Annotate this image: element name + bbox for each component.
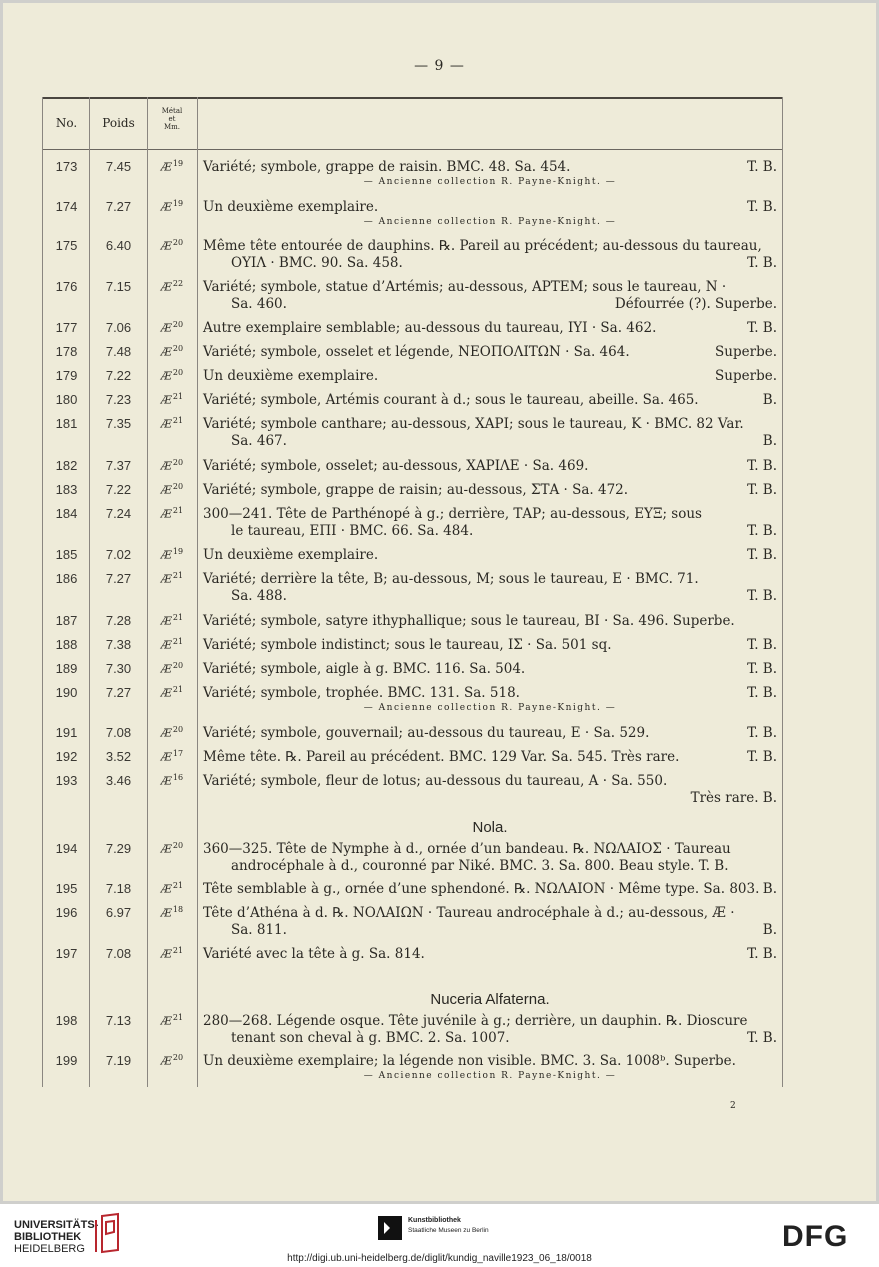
entry-number: 184 bbox=[55, 506, 78, 521]
entry-weight: 7.37 bbox=[105, 458, 132, 473]
description-line: B. Sa. 811. bbox=[231, 922, 777, 938]
entry-metal: $Æ^{19}$ bbox=[160, 547, 184, 562]
description-line: Tête d’Athéna à d. ℞. ΝΟΛΑΙΩΝ · Taureau androcéphale à d.; au-dessous, Æ · bbox=[203, 905, 735, 921]
description-line: T. B. Même tête. ℞. Pareil au précédent. BMC. 129 Var. Sa. 545. Très rare. bbox=[203, 749, 777, 765]
entry-grade: T. B. bbox=[747, 588, 777, 604]
entry-description bbox=[203, 685, 777, 702]
entry-number: 197 bbox=[55, 946, 78, 961]
column-rule bbox=[42, 97, 43, 1087]
entry-metal: $Æ^{20}$ bbox=[160, 344, 184, 359]
kb-line-1: Kunstbibliothek bbox=[408, 1217, 461, 1224]
entry-description bbox=[203, 238, 777, 272]
entry-grade: T. B. bbox=[747, 661, 777, 677]
entry-grade: T. B. bbox=[747, 685, 777, 701]
entry-description bbox=[203, 725, 777, 742]
entry-grade: B. bbox=[762, 881, 777, 897]
description-line: Variété; symbole, fleur de lotus; au-dessous du taureau, Α · Sa. 550. bbox=[203, 773, 668, 789]
entry-number: 193 bbox=[55, 773, 78, 788]
entry-weight: 7.08 bbox=[105, 725, 132, 740]
heidelberg-logo-icon bbox=[92, 1212, 122, 1256]
entry-grade: T. B. bbox=[747, 547, 777, 563]
entry-weight: 6.97 bbox=[105, 905, 132, 920]
provenance-note: — Ancienne collection R. Payne-Knight. — bbox=[363, 703, 617, 713]
entry-weight: 7.28 bbox=[105, 613, 132, 628]
entry-weight: 7.22 bbox=[105, 368, 132, 383]
entry-description bbox=[203, 773, 777, 807]
entry-weight: 7.23 bbox=[105, 392, 132, 407]
description-line: 360—325. Tête de Nymphe à d., ornée d’un bandeau. ℞. ΝΩΛΑΙΟΣ · Taureau bbox=[203, 841, 731, 857]
entry-metal: $Æ^{21}$ bbox=[160, 416, 184, 431]
entry-weight: 7.06 bbox=[105, 320, 132, 335]
uni-line-3: HEIDELBERG bbox=[14, 1243, 85, 1255]
entry-weight: 7.15 bbox=[105, 279, 132, 294]
entry-description bbox=[203, 571, 777, 605]
description-line: T. B. ΟΥΙΛ · BMC. 90. Sa. 458. bbox=[231, 255, 777, 271]
entry-description bbox=[203, 279, 777, 313]
description-line: T. B. le taureau, ΕΠΙ · BMC. 66. Sa. 484. bbox=[231, 523, 777, 539]
entry-number: 185 bbox=[55, 547, 78, 562]
column-rule bbox=[147, 97, 148, 1087]
entry-metal: $Æ^{16}$ bbox=[160, 773, 184, 788]
entry-grade: T. B. bbox=[747, 946, 777, 962]
entry-weight: 7.08 bbox=[105, 946, 132, 961]
entry-description bbox=[203, 368, 777, 385]
dfg-logo: DFG bbox=[782, 1220, 849, 1253]
entry-number: 194 bbox=[55, 841, 78, 856]
entry-description bbox=[203, 881, 777, 898]
entry-metal: $Æ^{21}$ bbox=[160, 392, 184, 407]
header-poids: Poids bbox=[102, 116, 135, 130]
entry-number: 188 bbox=[55, 637, 78, 652]
description-line: Variété; derrière la tête, Β; au-dessous, Μ; sous le taureau, Ε · BMC. 71. bbox=[203, 571, 699, 587]
entry-metal: $Æ^{18}$ bbox=[160, 905, 184, 920]
header-metal-l1: Métal bbox=[161, 107, 183, 115]
description-line: 300—241. Tête de Parthénopé à g.; derrière, ΤΑΡ; au-dessous, ΕΥΞ; sous bbox=[203, 506, 702, 522]
entry-description bbox=[203, 392, 777, 409]
entry-metal: $Æ^{21}$ bbox=[160, 637, 184, 652]
description-line: T. B. Un deuxième exemplaire. bbox=[203, 547, 777, 563]
entry-description bbox=[203, 482, 777, 499]
entry-grade: T. B. bbox=[747, 523, 777, 539]
entry-weight: 7.48 bbox=[105, 344, 132, 359]
description-line: B. Variété; symbole, Artémis courant à d.; sous le taureau, abeille. Sa. 465. bbox=[203, 392, 777, 408]
entry-grade: T. B. bbox=[747, 255, 777, 271]
entry-number: 196 bbox=[55, 905, 78, 920]
header-metal bbox=[149, 107, 195, 131]
entry-grade: Superbe. bbox=[715, 344, 777, 360]
entry-number: 198 bbox=[55, 1013, 78, 1028]
entry-description bbox=[203, 946, 777, 963]
description-line: T. B. tenant son cheval à g. BMC. 2. Sa. 1007. bbox=[231, 1030, 777, 1046]
description-line: T. B. Un deuxième exemplaire. bbox=[203, 199, 777, 215]
entry-weight: 7.13 bbox=[105, 1013, 132, 1028]
footer-bar bbox=[0, 1204, 879, 1267]
entry-metal: $Æ^{20}$ bbox=[160, 1053, 184, 1068]
signature-mark: 2 bbox=[730, 1101, 736, 1111]
description-line: T. B. Variété; symbole, osselet; au-dessous, ΧΑΡΙΛΕ · Sa. 469. bbox=[203, 458, 777, 474]
entry-metal: $Æ^{21}$ bbox=[160, 613, 184, 628]
entry-number: 190 bbox=[55, 685, 78, 700]
entry-metal: $Æ^{20}$ bbox=[160, 368, 184, 383]
kb-line-2: Staatliche Museen zu Berlin bbox=[408, 1227, 489, 1234]
entry-number: 192 bbox=[55, 749, 78, 764]
entry-grade: B. bbox=[762, 433, 777, 449]
section-heading-nola: Nola. bbox=[472, 819, 508, 836]
entry-weight: 7.29 bbox=[105, 841, 132, 856]
entry-description bbox=[203, 613, 777, 630]
entry-metal: $Æ^{20}$ bbox=[160, 841, 184, 856]
description-line: Superbe. Variété; symbole, osselet et légende, ΝΕΟΠΟΛΙΤΩΝ · Sa. 464. bbox=[203, 344, 777, 360]
entry-weight: 7.38 bbox=[105, 637, 132, 652]
entry-weight: 6.40 bbox=[105, 238, 132, 253]
entry-number: 178 bbox=[55, 344, 78, 359]
entry-weight: 7.27 bbox=[105, 571, 132, 586]
entry-grade: B. bbox=[762, 392, 777, 408]
entry-description bbox=[203, 547, 777, 564]
entry-metal: $Æ^{20}$ bbox=[160, 320, 184, 335]
description-line: T. B. Variété; symbole indistinct; sous le taureau, ΙΣ · Sa. 501 sq. bbox=[203, 637, 777, 653]
entry-grade: T. B. bbox=[747, 482, 777, 498]
description-line: T. B. Variété; symbole, trophée. BMC. 131. Sa. 518. bbox=[203, 685, 777, 701]
entry-number: 180 bbox=[55, 392, 78, 407]
entry-number: 191 bbox=[55, 725, 78, 740]
entry-number: 181 bbox=[55, 416, 78, 431]
entry-grade: Très rare. B. bbox=[690, 790, 777, 806]
description-line: T. B. Variété avec la tête à g. Sa. 814. bbox=[203, 946, 777, 962]
entry-weight: 7.27 bbox=[105, 685, 132, 700]
description-line: Variété; symbole, satyre ithyphallique; sous le taureau, ΒΙ · Sa. 496. Superbe. bbox=[203, 613, 735, 629]
description-line: T. B. Variété; symbole, grappe de raisin. BMC. 48. Sa. 454. bbox=[203, 159, 777, 175]
entry-metal: $Æ^{22}$ bbox=[160, 279, 184, 294]
entry-description bbox=[203, 199, 777, 216]
column-rule bbox=[89, 97, 90, 1087]
entry-description bbox=[203, 458, 777, 475]
section-heading-nuceria: Nuceria Alfaterna. bbox=[430, 991, 550, 1008]
entry-number: 182 bbox=[55, 458, 78, 473]
entry-grade: T. B. bbox=[747, 199, 777, 215]
entry-number: 177 bbox=[55, 320, 78, 335]
entry-metal: $Æ^{21}$ bbox=[160, 506, 184, 521]
entry-metal: $Æ^{17}$ bbox=[160, 749, 184, 764]
entry-metal: $Æ^{19}$ bbox=[160, 199, 184, 214]
entry-weight: 7.35 bbox=[105, 416, 132, 431]
scanned-page bbox=[3, 3, 876, 1201]
entry-description bbox=[203, 1053, 777, 1070]
entry-grade: T. B. bbox=[747, 1030, 777, 1046]
entry-metal: $Æ^{21}$ bbox=[160, 946, 184, 961]
entry-number: 189 bbox=[55, 661, 78, 676]
description-line: Variété; symbole, statue d’Artémis; au-dessous, ΑΡΤΕΜ; sous le taureau, Ν · bbox=[203, 279, 727, 295]
table-top-rule bbox=[42, 97, 782, 99]
description-line: 280—268. Légende osque. Tête juvénile à g.; derrière, un dauphin. ℞. Dioscure bbox=[203, 1013, 748, 1029]
entry-number: 199 bbox=[55, 1053, 78, 1068]
header-no: No. bbox=[55, 116, 78, 130]
description-line: T. B. Sa. 488. bbox=[231, 588, 777, 604]
kunstbibliothek-logo-icon bbox=[378, 1216, 402, 1240]
uni-line-1: UNIVERSITÄTS- bbox=[14, 1219, 99, 1231]
description-line: Défourrée (?). Superbe. Sa. 460. bbox=[231, 296, 777, 312]
entry-weight: 7.19 bbox=[105, 1053, 132, 1068]
column-rule bbox=[782, 97, 783, 1087]
entry-metal: $Æ^{20}$ bbox=[160, 482, 184, 497]
kunstbibliothek-name bbox=[408, 1216, 489, 1236]
entry-description bbox=[203, 416, 777, 450]
entry-weight: 7.30 bbox=[105, 661, 132, 676]
description-line: B. Tête semblable à g., ornée d’une sphendoné. ℞. ΝΩΛΑΙΟΝ · Même type. Sa. 803. bbox=[203, 881, 777, 897]
description-line: Variété; symbole canthare; au-dessous, ΧΑΡΙ; sous le taureau, Κ · BMC. 82 Var. bbox=[203, 416, 744, 432]
description-line: Un deuxième exemplaire; la légende non visible. BMC. 3. Sa. 1008ᵇ. Superbe. bbox=[203, 1053, 736, 1069]
entry-number: 195 bbox=[55, 881, 78, 896]
entry-grade: T. B. bbox=[747, 725, 777, 741]
entry-number: 183 bbox=[55, 482, 78, 497]
description-line: B. Sa. 467. bbox=[231, 433, 777, 449]
entry-metal: $Æ^{20}$ bbox=[160, 725, 184, 740]
table-header-rule bbox=[42, 149, 782, 150]
column-rule bbox=[197, 97, 198, 1087]
entry-number: 179 bbox=[55, 368, 78, 383]
entry-description bbox=[203, 905, 777, 939]
entry-grade: T. B. bbox=[747, 637, 777, 653]
entry-grade: T. B. bbox=[747, 320, 777, 336]
entry-weight: 7.02 bbox=[105, 547, 132, 562]
description-line: Superbe. Un deuxième exemplaire. bbox=[203, 368, 777, 384]
entry-metal: $Æ^{19}$ bbox=[160, 159, 184, 174]
entry-weight: 7.24 bbox=[105, 506, 132, 521]
entry-description bbox=[203, 344, 777, 361]
entry-description bbox=[203, 506, 777, 540]
entry-weight: 3.52 bbox=[105, 749, 132, 764]
entry-metal: $Æ^{21}$ bbox=[160, 571, 184, 586]
header-metal-l2: et bbox=[168, 115, 176, 123]
entry-number: 186 bbox=[55, 571, 78, 586]
entry-grade: Défourrée (?). Superbe. bbox=[614, 296, 777, 312]
entry-description bbox=[203, 661, 777, 678]
description-line: T. B. Autre exemplaire semblable; au-dessous du taureau, ΙΥΙ · Sa. 462. bbox=[203, 320, 777, 336]
heidelberg-library-name bbox=[14, 1219, 98, 1255]
entry-description bbox=[203, 320, 777, 337]
entry-number: 176 bbox=[55, 279, 78, 294]
entry-grade: B. bbox=[762, 922, 777, 938]
entry-weight: 7.22 bbox=[105, 482, 132, 497]
entry-weight: 7.27 bbox=[105, 199, 132, 214]
entry-weight: 3.46 bbox=[105, 773, 132, 788]
entry-number: 187 bbox=[55, 613, 78, 628]
entry-number: 174 bbox=[55, 199, 78, 214]
description-line: T. B. Variété; symbole, gouvernail; au-dessous du taureau, Ε · Sa. 529. bbox=[203, 725, 777, 741]
provenance-note: — Ancienne collection R. Payne-Knight. — bbox=[363, 217, 617, 227]
entry-number: 173 bbox=[55, 159, 78, 174]
description-line: androcéphale à d., couronné par Niké. BMC. 3. Sa. 800. Beau style. T. B. bbox=[231, 858, 729, 874]
entry-metal: $Æ^{20}$ bbox=[160, 661, 184, 676]
entry-metal: $Æ^{21}$ bbox=[160, 881, 184, 896]
entry-metal: $Æ^{20}$ bbox=[160, 458, 184, 473]
description-line: T. B. Variété; symbole, aigle à g. BMC. 116. Sa. 504. bbox=[203, 661, 777, 677]
entry-description bbox=[203, 159, 777, 176]
entry-weight: 7.18 bbox=[105, 881, 132, 896]
entry-grade: Superbe. bbox=[715, 368, 777, 384]
page-number: — 9 — bbox=[414, 58, 465, 74]
entry-description bbox=[203, 841, 777, 875]
description-line: T. B. Variété; symbole, grappe de raisin; au-dessous, ΣΤΑ · Sa. 472. bbox=[203, 482, 777, 498]
provenance-note: — Ancienne collection R. Payne-Knight. — bbox=[363, 1071, 617, 1081]
permalink-url[interactable]: http://digi.ub.uni-heidelberg.de/diglit/kundig_naville1923_06_18/0018 bbox=[287, 1253, 592, 1264]
uni-line-2: BIBLIOTHEK bbox=[14, 1231, 82, 1243]
entry-metal: $Æ^{21}$ bbox=[160, 685, 184, 700]
description-line: Même tête entourée de dauphins. ℞. Pareil au précédent; au-dessous du taureau, bbox=[203, 238, 762, 254]
entry-grade: T. B. bbox=[747, 749, 777, 765]
entry-weight: 7.45 bbox=[105, 159, 132, 174]
entry-grade: T. B. bbox=[747, 159, 777, 175]
entry-description bbox=[203, 1013, 777, 1047]
entry-description bbox=[203, 749, 777, 766]
entry-grade: T. B. bbox=[747, 458, 777, 474]
provenance-note: — Ancienne collection R. Payne-Knight. — bbox=[363, 177, 617, 187]
entry-number: 175 bbox=[55, 238, 78, 253]
entry-metal: $Æ^{21}$ bbox=[160, 1013, 184, 1028]
header-metal-l3: Mm. bbox=[163, 123, 181, 131]
entry-metal: $Æ^{20}$ bbox=[160, 238, 184, 253]
entry-description bbox=[203, 637, 777, 654]
